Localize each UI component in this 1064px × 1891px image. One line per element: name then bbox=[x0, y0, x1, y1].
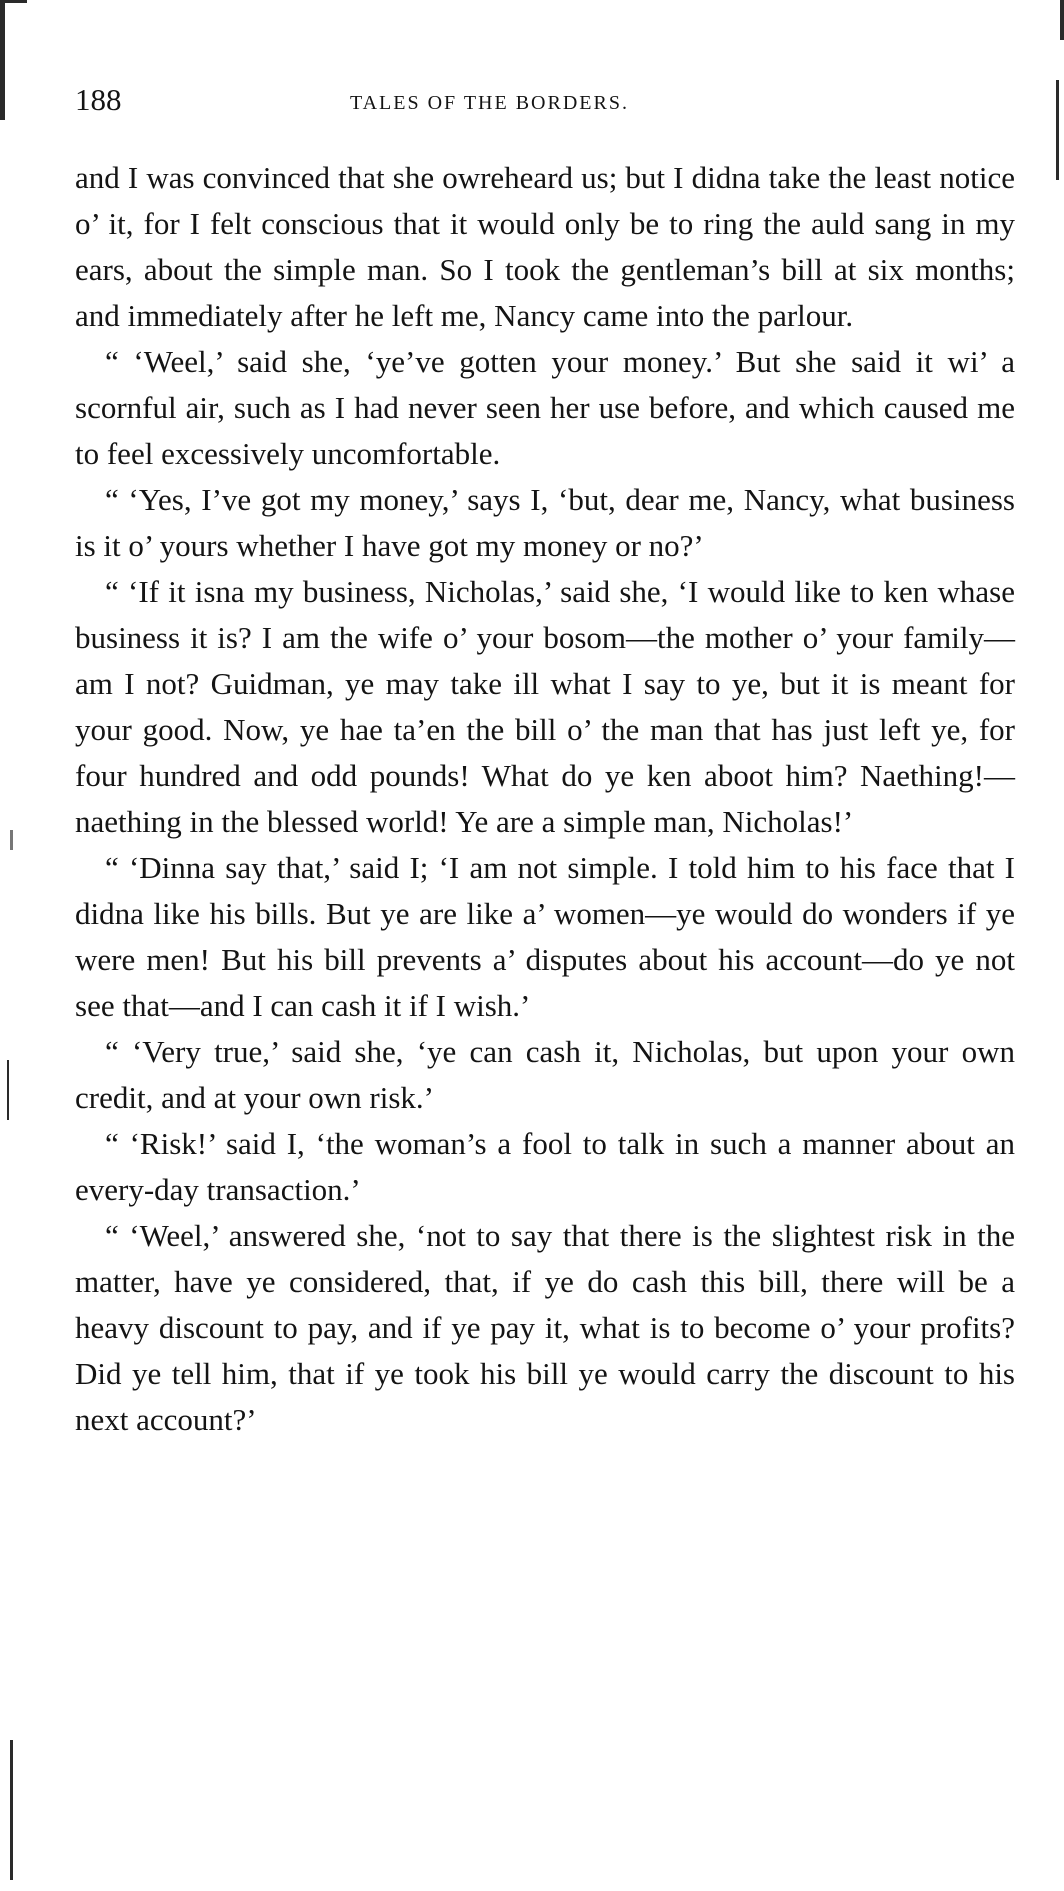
page-edge-shadow bbox=[5, 0, 27, 3]
paragraph: “ ‘Dinna say that,’ said I; ‘I am not simple. I told him to his face that I didna like his bills. But ye are like a’ women—ye would do wonders if ye were men! But his bill prevents a’ disputes about his account—do ye not see that—and I can cash it if I wish.’ bbox=[75, 850, 1015, 1023]
page-edge-shadow bbox=[10, 1740, 13, 1880]
page-edge-shadow bbox=[1056, 80, 1059, 180]
page-edge-shadow bbox=[1060, 0, 1064, 40]
page-header bbox=[75, 82, 1015, 122]
page-speck bbox=[10, 830, 13, 850]
paragraph: “ ‘Risk!’ said I, ‘the woman’s a fool to talk in such a manner about an every-day transaction.’ bbox=[75, 1126, 1015, 1207]
paragraph: “ ‘Weel,’ said she, ‘ye’ve gotten your money.’ But she said it wi’ a scornful air, such as I had never seen her use before, and which caused me to feel excessively uncomfortable. bbox=[75, 344, 1015, 471]
paragraph: “ ‘If it isna my business, Nicholas,’ said she, ‘I would like to ken whase business it is? I am the wife o’ your bosom—the mother o’ your family—am I not? Guidman, ye may take ill what I say to ye, but it is meant for your good. Now, ye hae ta’en the bill o’ the man that has just left ye, for four hundred and odd pounds! What do ye ken aboot him? Naething!—naething in the blessed world! Ye are a simple man, Nicholas!’ bbox=[75, 574, 1015, 839]
paragraph: “ ‘Weel,’ answered she, ‘not to say that there is the slightest risk in the matter, have ye considered, that, if ye do cash this bill, there will be a heavy discount to pay, and if ye pay it, what is to become o’ your profits? Did ye tell him, that if ye took his bill ye would carry the discount to his next account?’ bbox=[75, 1218, 1015, 1437]
running-title: TALES OF THE BORDERS. bbox=[350, 92, 629, 114]
page-edge-shadow bbox=[0, 0, 5, 120]
page-number: 188 bbox=[75, 82, 122, 117]
paragraph: “ ‘Yes, I’ve got my money,’ says I, ‘but, dear me, Nancy, what business is it o’ yours whether I have got my money or no?’ bbox=[75, 482, 1015, 563]
paragraph: and I was convinced that she owreheard us; but I didna take the least notice o’ it, for I felt conscious that it would only be to ring the auld sang in my ears, about the simple man. So I took the gentleman’s bill at six months; and immediately after he left me, Nancy came into the parlour. bbox=[75, 160, 1015, 333]
page-edge-shadow bbox=[7, 1060, 9, 1120]
paragraph: “ ‘Very true,’ said she, ‘ye can cash it, Nicholas, but upon your own credit, and at your own risk.’ bbox=[75, 1034, 1015, 1115]
body-text bbox=[75, 155, 1015, 1443]
